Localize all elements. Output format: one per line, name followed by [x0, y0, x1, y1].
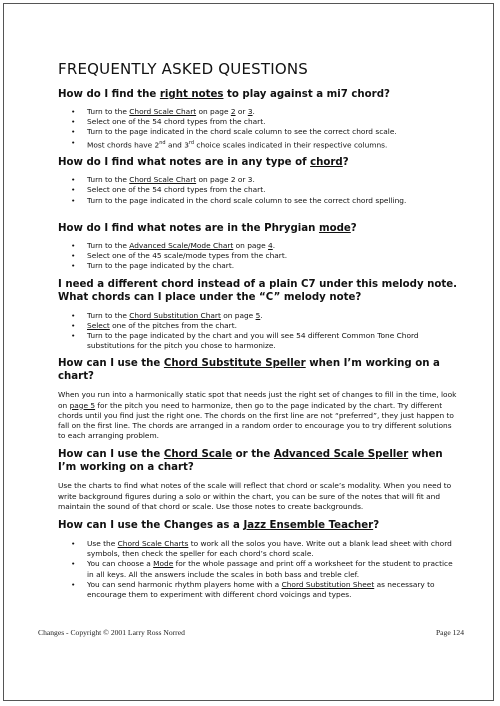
list-item: • Turn to the page indicated by the chart. [87, 261, 458, 271]
link-page-2[interactable]: 2 [230, 107, 236, 116]
list-item: • Turn to the Chord Scale Chart on page 2 or 3. [87, 175, 458, 185]
answer-list-2 [58, 175, 458, 206]
link-chord[interactable]: chord [310, 157, 343, 169]
faq-question-5: How can I use the Chord Substitute Speller when I’m working on a chart? [58, 358, 440, 383]
link-chord-scale[interactable]: Chord Scale [163, 449, 233, 461]
faq-question-6: How can I use the Chord Scale or the Advanced Scale Speller when I’m working on a chart? [58, 449, 443, 474]
link-page-3[interactable]: 3 [247, 107, 253, 116]
answer-list-3 [58, 241, 458, 272]
link-advanced-scale-speller[interactable]: Advanced Scale Speller [273, 449, 409, 461]
list-item: • Use the Chord Scale Charts to work all the solos you have. Write out a blank lead sheet with chord symbols, then check the speller for each chord’s chord scale. [87, 539, 458, 559]
faq-question-4: I need a different chord instead of a plain C7 under this melody note. What chords can I place under the “C” melody note? [58, 278, 458, 303]
list-item: • Turn to the page indicated in the chord scale column to see the correct chord spelling. [87, 196, 458, 206]
copyright-text: Changes - Copyright © 2001 Larry Ross Norred [38, 628, 185, 637]
link-page-5[interactable]: 5 [255, 310, 261, 320]
link-page-4[interactable]: 4 [268, 240, 273, 250]
answer-paragraph-6: Use the charts to find what notes of the scale will reflect that chord or scale’s modality. When you need to write background figures during a solo or within the chart, you can be sure of the notes that will fit and maintain the sound of that chord or scale. Use those notes to create backgrounds. [58, 481, 452, 511]
list-item: • Select one of the 54 chord types from the chart. [87, 185, 458, 195]
link-chord-substitute-speller[interactable]: Chord Substitute Speller [163, 358, 306, 370]
document-page [58, 60, 458, 600]
link-chord-scale-chart[interactable]: Chord Scale Chart [129, 107, 197, 116]
link-page-5[interactable]: page 5 [69, 400, 96, 410]
link-jazz-ensemble-teacher[interactable]: Jazz Ensemble Teacher [243, 519, 374, 531]
answer-list-7 [58, 539, 458, 600]
list-item: • You can send harmonic rhythm players home with a Chord Substitution Sheet as necessary to encourage them to experiment with different chord voicings and types. [87, 580, 458, 600]
list-item: • Turn to the Advanced Scale/Mode Chart on page 4. [87, 241, 458, 251]
link-chord-scale-chart[interactable]: Chord Scale Chart [129, 175, 197, 185]
list-item: • Select one of the 54 chord types from the chart. [87, 117, 458, 127]
link-right-notes[interactable]: right notes [159, 89, 224, 100]
list-item: • Turn to the Chord Substitution Chart on page 5. [87, 311, 458, 321]
faq-question-7: How can I use the Changes as a Jazz Ensemble Teacher? [58, 519, 380, 531]
list-item: • You can choose a Mode for the whole passage and print off a worksheet for the student to practice in all keys. All the answers include the scales in both bass and treble clef. [87, 559, 458, 579]
link-chord-substitution-chart[interactable]: Chord Substitution Chart [129, 310, 221, 320]
answer-paragraph-5: When you run into a harmonically static spot that needs just the right set of changes to fill in the time, look on page 5 for the pitch you need to harmonize, then go to the page indicated by the chart. Try different chords until you find just the right one. The chords on the first line are not “preferred”, they just happen to fall on the first line. The chords are arranged in a random order to encourage you to try different solutions to each arranging problem. [58, 390, 457, 441]
link-mode[interactable]: Mode [153, 559, 174, 569]
faq-question-2: How do I find what notes are in any type of chord? [58, 157, 349, 169]
list-item: • Select one of the 45 scale/mode types from the chart. [87, 251, 458, 261]
answer-list-4 [58, 311, 458, 352]
page-title: FREQUENTLY ASKED QUESTIONS [58, 60, 309, 78]
list-item: • Turn to the page indicated by the chart and you will see 54 different Common Tone Chord substitutions for the pitch you chose to harmonize. [87, 331, 458, 351]
list-item: • Select one of the pitches from the chart. [87, 321, 458, 331]
link-select[interactable]: Select [87, 320, 110, 330]
link-chord-scale-charts[interactable]: Chord Scale Charts [117, 538, 189, 548]
page-number: Page 124 [435, 628, 464, 637]
faq-question-3: How do I find what notes are in the Phrygian mode? [58, 222, 357, 234]
link-mode[interactable]: mode [318, 222, 351, 234]
faq-question-1: How do I find the right notes to play against a mi7 chord? [58, 89, 390, 100]
answer-list-1 [58, 107, 458, 150]
link-chord-substitution-sheet[interactable]: Chord Substitution Sheet [281, 579, 375, 589]
link-advanced-scale-mode-chart[interactable]: Advanced Scale/Mode Chart [129, 240, 234, 250]
list-item: • Turn to the Chord Scale Chart on page 2 or 3. [87, 107, 458, 117]
list-item: • Turn to the page indicated in the chord scale column to see the correct chord scale. [87, 127, 458, 137]
list-item: • Most chords have 2nd and 3rd choice scales indicated in their respective columns. [87, 138, 458, 151]
